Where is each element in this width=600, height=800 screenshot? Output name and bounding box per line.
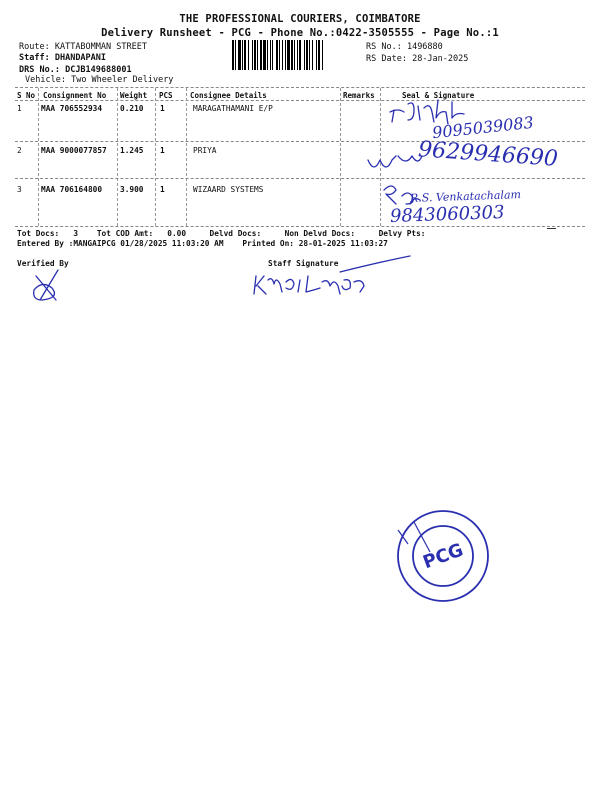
row3-handwritten-name: R.S. Venkatachalam bbox=[409, 188, 522, 205]
entered-value: MANGAIPCG 01/28/2025 11:03:20 AM bbox=[73, 239, 224, 248]
tot-cod-value: 0.00 bbox=[167, 229, 187, 238]
col-weight: Weight bbox=[120, 91, 148, 100]
printed-label: Printed On: bbox=[242, 239, 294, 248]
row-consignee: MARAGATHAMANI E/P bbox=[193, 104, 273, 113]
tot-docs-label: Tot Docs: bbox=[17, 229, 60, 238]
row-consignment: MAA 706164800 bbox=[41, 185, 103, 194]
row-pcs: 1 bbox=[160, 104, 165, 113]
route-label: Route: bbox=[19, 42, 50, 52]
rs-no-value: 1496880 bbox=[406, 42, 443, 52]
row-weight: 0.210 bbox=[120, 104, 144, 113]
pcg-stamp bbox=[388, 500, 498, 610]
rs-no-label: RS No.: bbox=[366, 42, 402, 52]
rs-date-label: RS Date: bbox=[366, 54, 407, 64]
tot-cod-label: Tot COD Amt: bbox=[96, 229, 154, 238]
company-title: THE PROFESSIONAL COURIERS, COIMBATORE bbox=[179, 13, 421, 25]
row-weight: 1.245 bbox=[120, 146, 144, 155]
runsheet-subtitle: Delivery Runsheet - PCG - Phone No.:0422-3505555 - Page No.:1 bbox=[101, 27, 499, 39]
printed-value: 28-01-2025 11:03:27 bbox=[298, 239, 388, 248]
row-sno: 1 bbox=[17, 104, 22, 113]
row-consignee: PRIYA bbox=[193, 146, 217, 155]
verified-by-label: Verified By bbox=[17, 259, 69, 268]
col-sno: S No bbox=[17, 91, 36, 100]
drs-value: DCJB149688001 bbox=[65, 65, 132, 75]
non-delvd-docs-label: Non Delvd Docs: bbox=[284, 229, 356, 238]
route-value: KATTABOMMAN STREET bbox=[54, 42, 147, 52]
staff-signature bbox=[254, 256, 410, 294]
col-consignee: Consignee Details bbox=[190, 91, 267, 100]
row1-handwritten-phone: 9095039083 bbox=[431, 112, 535, 143]
col-seal-signature: Seal & Signature bbox=[402, 91, 475, 100]
staff-signature-label: Staff Signature bbox=[268, 259, 339, 268]
row-consignee: WIZAARD SYSTEMS bbox=[193, 185, 264, 194]
rs-date-value: 28-Jan-2025 bbox=[412, 54, 469, 64]
delvy-pts-label: Delvy Pts: bbox=[378, 229, 426, 238]
row-consignment: MAA 706552934 bbox=[41, 104, 103, 113]
row-pcs: 1 bbox=[160, 146, 165, 155]
verified-mark bbox=[34, 270, 58, 300]
row-sno: 2 bbox=[17, 146, 22, 155]
drs-label: DRS No.: bbox=[19, 65, 60, 75]
vehicle-label: Vehicle: bbox=[25, 75, 66, 85]
delvd-docs-label: Delvd Docs: bbox=[209, 229, 262, 238]
entered-label: Entered By : bbox=[17, 239, 74, 248]
stamp-text: PCG bbox=[420, 539, 467, 574]
row-pcs: 1 bbox=[160, 185, 165, 194]
row-consignment: MAA 9000077857 bbox=[41, 146, 107, 155]
row2-handwritten-phone: 9629946690 bbox=[417, 137, 559, 172]
row3-handwritten-phone: 9843060303 bbox=[389, 202, 505, 227]
row-sno: 3 bbox=[17, 185, 22, 194]
tot-docs-value: 3 bbox=[73, 229, 79, 238]
row2-signature bbox=[368, 156, 422, 167]
staff-label: Staff: bbox=[19, 53, 50, 63]
vehicle-value: Two Wheeler Delivery bbox=[71, 75, 174, 85]
staff-value: DHANDAPANI bbox=[54, 53, 107, 63]
col-pcs: PCS bbox=[159, 91, 173, 100]
col-remarks: Remarks bbox=[343, 91, 375, 100]
row-weight: 3.900 bbox=[120, 185, 144, 194]
col-consignment: Consignment No bbox=[43, 91, 107, 100]
